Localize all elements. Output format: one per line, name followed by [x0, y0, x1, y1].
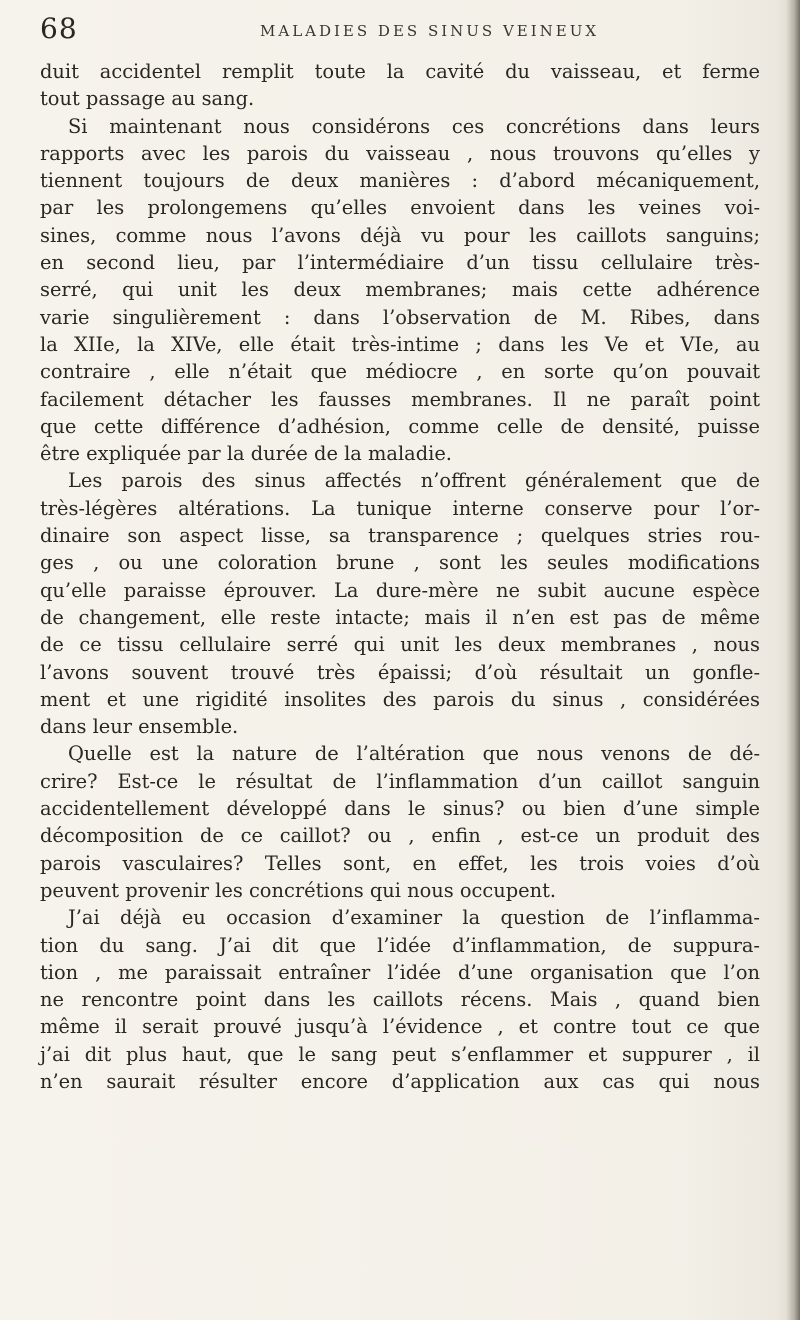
text-line: Les parois des sinus affectés n’offrent généralement que de: [68, 469, 760, 493]
text-line: rapports avec les parois du vaisseau , nous trouvons qu’elles y: [40, 141, 760, 165]
text-line: par les prolongemens qu’elles envoient dans les veines voi-: [40, 196, 760, 220]
text-line: ges , ou une coloration brune , sont les seules modifications: [40, 551, 760, 575]
paragraph: [40, 904, 760, 1095]
text-line: accidentellement développé dans le sinus? ou bien d’une simple: [40, 797, 760, 821]
paragraph: [40, 58, 760, 113]
text-line: Si maintenant nous considérons ces concrétions dans leurs: [68, 114, 760, 138]
text-line: peuvent provenir les concrétions qui nous occupent.: [40, 878, 557, 902]
text-line: serré, qui unit les deux membranes; mais cette adhérence: [40, 278, 760, 302]
text-line: dinaire son aspect lisse, sa transparence ; quelques stries rou-: [40, 524, 760, 548]
text-line: tion du sang. J’ai dit que l’idée d’inflammation, de suppura-: [40, 933, 760, 957]
text-line: varie singulièrement : dans l’observation de M. Ribes, dans: [40, 305, 760, 329]
text-line: la XIIe, la XIVe, elle était très-intime ; dans les Ve et VIe, au: [40, 332, 760, 356]
paragraph: [40, 467, 760, 740]
text-line: sines, comme nous l’avons déjà vu pour les caillots sanguins;: [40, 223, 760, 247]
text-line: J’ai déjà eu occasion d’examiner la question de l’inflamma-: [68, 906, 760, 930]
text-line: très-légères altérations. La tunique interne conserve pour l’or-: [40, 496, 760, 520]
text-line: même il serait prouvé jusqu’à l’évidence , et contre tout ce que: [40, 1015, 760, 1039]
text-line: ment et une rigidité insolites des parois du sinus , considérées: [40, 687, 760, 711]
text-line: décomposition de ce caillot? ou , enfin , est-ce un produit des: [40, 824, 760, 848]
text-line: n’en saurait résulter encore d’application aux cas qui nous: [40, 1069, 760, 1093]
page-edge-shadow: [786, 0, 800, 1320]
page-header: [40, 12, 760, 52]
paragraph: [40, 113, 760, 468]
text-line: de changement, elle reste intacte; mais il n’en est pas de même: [40, 605, 760, 629]
text-line: être expliquée par la durée de la maladie.: [40, 442, 452, 466]
text-line: crire? Est-ce le résultat de l’inflammation d’un caillot sanguin: [40, 769, 760, 793]
text-line: ne rencontre point dans les caillots récens. Mais , quand bien: [40, 988, 760, 1012]
body-text: [40, 58, 760, 1095]
text-line: Quelle est la nature de l’altération que nous venons de dé-: [68, 742, 760, 766]
text-line: parois vasculaires? Telles sont, en effet, les trois voies d’où: [40, 851, 760, 875]
text-line: de ce tissu cellulaire serré qui unit les deux membranes , nous: [40, 633, 760, 657]
text-line: duit accidentel remplit toute la cavité du vaisseau, et ferme: [40, 60, 760, 83]
text-line: que cette différence d’adhésion, comme celle de densité, puisse: [40, 414, 760, 438]
text-line: en second lieu, par l’intermédiaire d’un tissu cellulaire très-: [40, 251, 760, 275]
running-head: MALADIES DES SINUS VEINEUX: [260, 22, 600, 40]
text-line: contraire , elle n’était que médiocre , en sorte qu’on pouvait: [40, 360, 760, 384]
text-line: tout passage au sang.: [40, 87, 255, 111]
text-line: qu’elle paraisse éprouver. La dure-mère ne subit aucune espèce: [40, 578, 760, 602]
text-line: j’ai dit plus haut, que le sang peut s’enflammer et suppurer , il: [40, 1042, 760, 1066]
paragraph: [40, 740, 760, 904]
text-line: l’avons souvent trouvé très épaissi; d’où résultait un gonfle-: [40, 660, 760, 684]
text-line: facilement détacher les fausses membranes. Il ne paraît point: [40, 387, 760, 411]
text-line: dans leur ensemble.: [40, 715, 239, 739]
text-line: tion , me paraissait entraîner l’idée d’une organisation que l’on: [40, 960, 760, 984]
page-number: 68: [40, 12, 78, 45]
text-line: tiennent toujours de deux manières : d’abord mécaniquement,: [40, 169, 760, 193]
